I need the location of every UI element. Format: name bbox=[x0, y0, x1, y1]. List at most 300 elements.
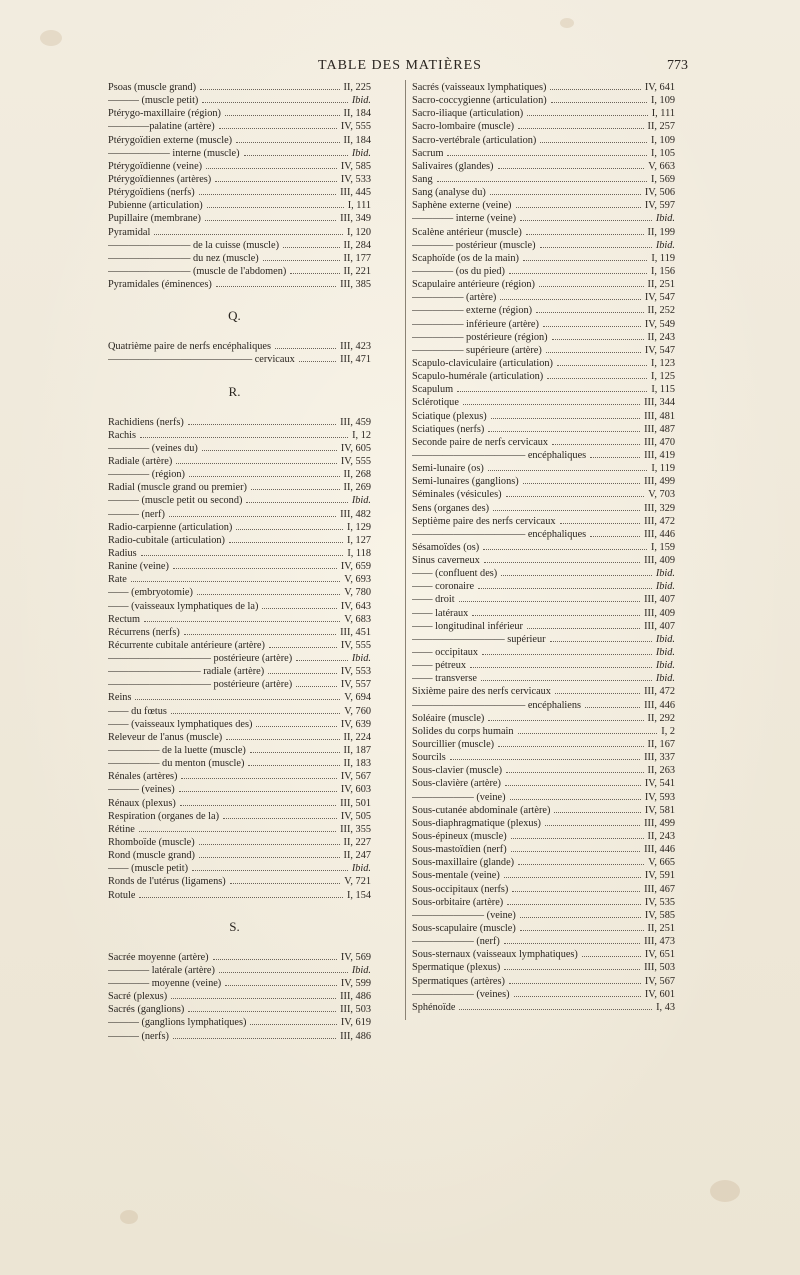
entry-term: Radiale (artère) bbox=[108, 455, 173, 467]
dot-leader bbox=[585, 707, 640, 708]
entry-page-reference: III, 499 bbox=[644, 476, 675, 488]
entry-page-reference: III, 503 bbox=[340, 1004, 371, 1016]
dot-leader bbox=[144, 621, 340, 622]
section-letter: Q. bbox=[228, 308, 241, 324]
dot-leader bbox=[488, 470, 648, 471]
dot-leader bbox=[184, 634, 336, 635]
index-entry bbox=[108, 1030, 371, 1043]
dot-leader bbox=[173, 1038, 336, 1039]
dot-leader bbox=[488, 720, 643, 721]
index-entry bbox=[412, 975, 675, 988]
dot-leader bbox=[478, 588, 652, 589]
entry-term: Pubienne (articulation) bbox=[108, 200, 203, 212]
index-entry bbox=[412, 580, 675, 593]
entry-page-reference: I, 43 bbox=[656, 1001, 675, 1013]
dot-leader bbox=[199, 194, 336, 195]
entry-term: Sous-clavier (muscle) bbox=[412, 765, 503, 777]
entry-page-reference: IV, 505 bbox=[340, 810, 371, 822]
entry-page-reference: II, 184 bbox=[343, 108, 371, 120]
dot-leader bbox=[139, 831, 336, 832]
entry-page-reference: III, 446 bbox=[644, 699, 675, 711]
index-entry bbox=[108, 951, 371, 964]
index-entry bbox=[412, 212, 675, 225]
entry-term: ————— (artère) bbox=[412, 292, 497, 304]
index-entry bbox=[108, 705, 371, 718]
entry-term: ——————— (veine) bbox=[412, 909, 516, 921]
entry-page-reference: III, 409 bbox=[644, 607, 675, 619]
index-entry bbox=[412, 948, 675, 961]
dot-leader bbox=[482, 654, 652, 655]
entry-term: —— (confluent des) bbox=[412, 568, 498, 580]
entry-term: Radio-cubitale (articulation) bbox=[108, 534, 225, 546]
entry-term: —— coronaire bbox=[412, 581, 475, 593]
entry-term: Septième paire des nerfs cervicaux bbox=[412, 515, 556, 527]
entry-term: ———— (région) bbox=[108, 469, 185, 481]
dot-leader bbox=[248, 765, 339, 766]
column-divider bbox=[405, 80, 406, 1020]
dot-leader bbox=[539, 286, 644, 287]
index-entry bbox=[108, 199, 371, 212]
index-entry bbox=[108, 718, 371, 731]
entry-term: Récurrens (nerfs) bbox=[108, 626, 180, 638]
entry-term: Rachidiens (nerfs) bbox=[108, 416, 184, 428]
entry-page-reference: I, 119 bbox=[651, 463, 675, 475]
entry-term: Seconde paire de nerfs cervicaux bbox=[412, 436, 549, 448]
entry-page-reference: II, 251 bbox=[647, 923, 675, 934]
entry-term: Sous-scapulaire (muscle) bbox=[412, 923, 516, 934]
index-entry bbox=[108, 81, 371, 94]
dot-leader bbox=[250, 1024, 336, 1025]
entry-page-reference: I, 105 bbox=[650, 147, 675, 159]
entry-page-reference: V, 760 bbox=[344, 705, 371, 717]
dot-leader bbox=[236, 529, 343, 530]
entry-page-reference: III, 481 bbox=[644, 410, 675, 422]
entry-page-reference: I, 569 bbox=[650, 173, 675, 185]
index-entry bbox=[108, 353, 371, 366]
dot-leader bbox=[219, 972, 348, 973]
dot-leader bbox=[226, 739, 339, 740]
index-entry bbox=[108, 810, 371, 823]
entry-page-reference: II, 257 bbox=[647, 121, 675, 133]
entry-page-reference: II, 187 bbox=[343, 745, 371, 757]
index-entry bbox=[412, 869, 675, 882]
entry-page-reference: IV, 557 bbox=[340, 679, 371, 691]
dot-leader bbox=[582, 956, 641, 957]
entry-term: ——— (muscle petit ou second) bbox=[108, 495, 243, 507]
index-entry bbox=[412, 777, 675, 790]
index-entry bbox=[108, 964, 371, 977]
dot-leader bbox=[498, 168, 645, 169]
dot-leader bbox=[192, 870, 348, 871]
dot-leader bbox=[179, 791, 337, 792]
entry-page-reference: IV, 601 bbox=[644, 988, 675, 1000]
dot-leader bbox=[225, 985, 337, 986]
index-entry bbox=[412, 725, 675, 738]
entry-page-reference: V, 693 bbox=[344, 574, 371, 586]
dot-leader bbox=[251, 489, 340, 490]
index-entry bbox=[108, 586, 371, 599]
entry-page-reference: V, 665 bbox=[648, 857, 675, 869]
index-entry bbox=[108, 278, 371, 291]
entry-page-reference: IV, 541 bbox=[644, 778, 675, 790]
dot-leader bbox=[131, 581, 340, 582]
dot-leader bbox=[188, 424, 336, 425]
entry-term: —— transverse bbox=[412, 673, 477, 685]
dot-leader bbox=[206, 168, 337, 169]
entry-term: Sciatiques (nerfs) bbox=[412, 423, 485, 435]
entry-page-reference: IV, 567 bbox=[644, 975, 675, 987]
entry-page-reference: III, 467 bbox=[644, 883, 675, 895]
index-entry bbox=[108, 836, 371, 849]
index-entry bbox=[412, 475, 675, 488]
dot-leader bbox=[246, 502, 347, 503]
entry-page-reference: III, 337 bbox=[644, 752, 675, 764]
paper-stain bbox=[710, 1180, 740, 1202]
index-entry bbox=[108, 508, 371, 521]
entry-page-reference: Ibid. bbox=[655, 660, 675, 672]
entry-page-reference: III, 451 bbox=[340, 626, 371, 638]
index-entry bbox=[412, 120, 675, 133]
dot-leader bbox=[501, 575, 652, 576]
dot-leader bbox=[550, 89, 640, 90]
index-entry bbox=[412, 370, 675, 383]
index-entry bbox=[412, 554, 675, 567]
page-number: 773 bbox=[667, 58, 688, 73]
index-entry bbox=[108, 731, 371, 744]
entry-term: Soléaire (muscle) bbox=[412, 712, 485, 724]
entry-page-reference: IV, 605 bbox=[340, 442, 371, 454]
entry-term: ————— externe (région) bbox=[412, 305, 533, 317]
dot-leader bbox=[269, 647, 337, 648]
entry-page-reference: V, 780 bbox=[344, 587, 371, 599]
entry-page-reference: V, 703 bbox=[648, 489, 675, 501]
dot-leader bbox=[518, 128, 643, 129]
entry-term: ——— (veines) bbox=[108, 784, 175, 796]
entry-term: Sang (analyse du) bbox=[412, 187, 486, 199]
dot-leader bbox=[536, 312, 643, 313]
index-entry bbox=[108, 429, 371, 442]
entry-term: ————— supérieure (artère) bbox=[412, 344, 542, 356]
entry-term: Pyramidal bbox=[108, 226, 151, 238]
dot-leader bbox=[500, 299, 641, 300]
dot-leader bbox=[555, 693, 640, 694]
index-entry bbox=[108, 120, 371, 133]
entry-term: —— pétreux bbox=[412, 660, 467, 672]
dot-leader bbox=[263, 260, 340, 261]
dot-leader bbox=[199, 857, 340, 858]
dot-leader bbox=[169, 516, 336, 517]
dot-leader bbox=[459, 1009, 652, 1010]
entry-term: Sésamoïdes (os) bbox=[412, 541, 480, 553]
entry-page-reference: III, 472 bbox=[644, 686, 675, 698]
dot-leader bbox=[296, 686, 337, 687]
entry-term: Sinus caverneux bbox=[412, 555, 480, 567]
dot-leader bbox=[506, 496, 645, 497]
entry-term: Sacro-lombaire (muscle) bbox=[412, 121, 515, 133]
entry-page-reference: III, 446 bbox=[644, 528, 675, 540]
dot-leader bbox=[140, 437, 348, 438]
dot-leader bbox=[135, 699, 340, 700]
index-entry bbox=[108, 849, 371, 862]
entry-page-reference: Ibid. bbox=[655, 647, 675, 659]
entry-page-reference: II, 263 bbox=[647, 765, 675, 777]
entry-term: ————— du menton (muscle) bbox=[108, 758, 245, 770]
entry-page-reference: IV, 549 bbox=[644, 318, 675, 330]
entry-term: ———— (os du pied) bbox=[412, 265, 505, 277]
entry-term: ———————— (muscle de l'abdomen) bbox=[108, 265, 287, 277]
entry-page-reference: II, 269 bbox=[343, 482, 371, 494]
dot-leader bbox=[483, 549, 647, 550]
entry-page-reference: I, 115 bbox=[651, 384, 675, 396]
dot-leader bbox=[236, 142, 339, 143]
dot-leader bbox=[543, 326, 641, 327]
dot-leader bbox=[551, 102, 647, 103]
entry-term: ———— postérieur (muscle) bbox=[412, 239, 536, 251]
index-entry bbox=[108, 468, 371, 481]
dot-leader bbox=[505, 785, 641, 786]
entry-term: Pupillaire (membrane) bbox=[108, 213, 201, 225]
entry-page-reference: II, 221 bbox=[343, 265, 371, 277]
entry-term: ———— interne (veine) bbox=[412, 213, 517, 225]
entry-page-reference: III, 407 bbox=[644, 594, 675, 606]
index-entry bbox=[108, 212, 371, 225]
entry-term: ——————————— encéphaliens bbox=[412, 699, 582, 711]
entry-page-reference: III, 344 bbox=[644, 397, 675, 409]
dot-leader bbox=[510, 799, 641, 800]
index-entry bbox=[108, 494, 371, 507]
entry-page-reference: IV, 619 bbox=[340, 1017, 371, 1029]
dot-leader bbox=[250, 752, 340, 753]
entry-page-reference: I, 118 bbox=[347, 547, 371, 559]
index-entry bbox=[412, 291, 675, 304]
index-entry bbox=[108, 1016, 371, 1029]
index-entry bbox=[412, 265, 675, 278]
index-column-right bbox=[412, 81, 675, 1014]
entry-term: Rhomboïde (muscle) bbox=[108, 837, 195, 849]
index-entry bbox=[108, 783, 371, 796]
index-entry bbox=[412, 751, 675, 764]
entry-term: Scapulo-humérale (articulation) bbox=[412, 371, 544, 383]
dot-leader bbox=[139, 897, 343, 898]
entry-term: —————————— postérieure (artère) bbox=[108, 653, 293, 665]
index-entry bbox=[412, 488, 675, 501]
entry-term: Salivaires (glandes) bbox=[412, 160, 494, 172]
index-entry bbox=[412, 738, 675, 751]
index-entry bbox=[108, 186, 371, 199]
entry-page-reference: III, 355 bbox=[340, 823, 371, 835]
entry-page-reference: I, 159 bbox=[650, 541, 675, 553]
entry-term: Sclérotique bbox=[412, 397, 459, 409]
index-entry bbox=[412, 909, 675, 922]
index-entry bbox=[108, 534, 371, 547]
entry-term: Quatrième paire de nerfs encéphaliques bbox=[108, 341, 271, 353]
entry-page-reference: IV, 567 bbox=[340, 771, 371, 783]
entry-term: ———— (veines du) bbox=[108, 442, 198, 454]
entry-term: Récurrente cubitale antérieure (artère) bbox=[108, 639, 265, 651]
entry-page-reference: IV, 599 bbox=[340, 978, 371, 990]
index-entry bbox=[412, 160, 675, 173]
dot-leader bbox=[520, 220, 652, 221]
dot-leader bbox=[546, 352, 641, 353]
index-entry bbox=[108, 107, 371, 120]
entry-page-reference: Ibid. bbox=[655, 213, 675, 225]
index-entry bbox=[412, 883, 675, 896]
entry-term: Sous-maxillaire (glande) bbox=[412, 857, 515, 869]
entry-term: Releveur de l'anus (muscle) bbox=[108, 731, 223, 743]
entry-page-reference: IV, 591 bbox=[644, 870, 675, 882]
entry-page-reference: Ibid. bbox=[351, 95, 371, 107]
entry-term: Sous-orbitaire (artère) bbox=[412, 896, 504, 908]
entry-term: Sacrum bbox=[412, 147, 444, 159]
entry-term: —— (vaisseaux lymphatiques des) bbox=[108, 718, 253, 730]
dot-leader bbox=[256, 726, 336, 727]
dot-leader bbox=[216, 286, 336, 287]
dot-leader bbox=[540, 142, 647, 143]
entry-term: —————— interne (muscle) bbox=[108, 147, 240, 159]
index-column-left bbox=[108, 81, 371, 1043]
dot-leader bbox=[223, 818, 337, 819]
entry-term: Reins bbox=[108, 692, 132, 704]
index-entry bbox=[108, 875, 371, 888]
entry-page-reference: IV, 506 bbox=[644, 187, 675, 199]
index-entry bbox=[108, 639, 371, 652]
index-entry bbox=[412, 699, 675, 712]
entry-term: —————— (veines) bbox=[412, 988, 510, 1000]
dot-leader bbox=[457, 391, 647, 392]
dot-leader bbox=[506, 772, 643, 773]
dot-leader bbox=[437, 181, 647, 182]
index-entry bbox=[108, 889, 371, 902]
index-entry bbox=[412, 712, 675, 725]
dot-leader bbox=[504, 943, 640, 944]
index-entry bbox=[412, 659, 675, 672]
entry-term: Ranine (veine) bbox=[108, 561, 169, 573]
entry-page-reference: II, 251 bbox=[647, 279, 675, 291]
index-entry bbox=[412, 988, 675, 1001]
index-entry bbox=[108, 678, 371, 691]
entry-page-reference: Ibid. bbox=[655, 581, 675, 593]
index-entry bbox=[108, 147, 371, 160]
entry-page-reference: IV, 555 bbox=[340, 121, 371, 133]
entry-term: Radio-carpienne (articulation) bbox=[108, 521, 233, 533]
entry-term: Sous-sternaux (vaisseaux lymphatiques) bbox=[412, 949, 578, 961]
dot-leader bbox=[523, 483, 640, 484]
entry-term: Scapulaire antérieure (région) bbox=[412, 279, 535, 291]
dot-leader bbox=[514, 996, 641, 997]
dot-leader bbox=[176, 463, 337, 464]
entry-page-reference: V, 694 bbox=[344, 692, 371, 704]
index-entry bbox=[412, 646, 675, 659]
index-entry bbox=[412, 961, 675, 974]
entry-page-reference: IV, 639 bbox=[340, 718, 371, 730]
index-entry bbox=[108, 744, 371, 757]
entry-page-reference: I, 127 bbox=[346, 534, 371, 546]
index-entry bbox=[412, 357, 675, 370]
entry-term: Sacrés (ganglions) bbox=[108, 1004, 185, 1016]
entry-term: —— (muscle petit) bbox=[108, 863, 189, 875]
dot-leader bbox=[202, 102, 347, 103]
entry-term: —— latéraux bbox=[412, 607, 469, 619]
entry-page-reference: I, 156 bbox=[650, 265, 675, 277]
dot-leader bbox=[188, 1011, 336, 1012]
entry-page-reference: IV, 555 bbox=[340, 455, 371, 467]
entry-page-reference: III, 445 bbox=[340, 187, 371, 199]
dot-leader bbox=[215, 181, 337, 182]
index-entry bbox=[108, 134, 371, 147]
entry-term: Scapulum bbox=[412, 384, 454, 396]
dot-leader bbox=[554, 812, 640, 813]
dot-leader bbox=[262, 608, 336, 609]
index-entry bbox=[412, 830, 675, 843]
entry-term: Rénales (artères) bbox=[108, 771, 178, 783]
entry-page-reference: I, 119 bbox=[651, 252, 675, 264]
entry-term: Sous-cutanée abdominale (artère) bbox=[412, 804, 551, 816]
dot-leader bbox=[511, 838, 644, 839]
entry-page-reference: III, 499 bbox=[644, 817, 675, 829]
index-entry bbox=[108, 239, 371, 252]
dot-leader bbox=[520, 917, 641, 918]
entry-term: Rond (muscle grand) bbox=[108, 850, 195, 862]
index-entry bbox=[412, 344, 675, 357]
entry-term: Semi-lunaires (ganglions) bbox=[412, 476, 519, 488]
dot-leader bbox=[484, 562, 640, 563]
entry-term: Rachis bbox=[108, 429, 137, 441]
dot-leader bbox=[518, 733, 658, 734]
entry-term: —— (vaisseaux lymphatiques de la) bbox=[108, 600, 259, 612]
entry-page-reference: I, 154 bbox=[346, 889, 371, 901]
index-entry bbox=[412, 764, 675, 777]
entry-page-reference: I, 111 bbox=[347, 200, 371, 212]
index-entry bbox=[412, 226, 675, 239]
entry-page-reference: II, 243 bbox=[647, 331, 675, 343]
entry-page-reference: Ibid. bbox=[655, 633, 675, 645]
entry-term: ————— postérieure (région) bbox=[412, 331, 548, 343]
page-title: TABLE DES MATIÈRES bbox=[318, 58, 482, 73]
dot-leader bbox=[299, 361, 336, 362]
entry-term: Rectum bbox=[108, 613, 141, 625]
entry-page-reference: II, 167 bbox=[647, 739, 675, 751]
entry-term: —— occipitaux bbox=[412, 647, 479, 659]
dot-leader bbox=[527, 628, 640, 629]
dot-leader bbox=[296, 660, 348, 661]
entry-page-reference: III, 487 bbox=[644, 423, 675, 435]
dot-leader bbox=[512, 891, 640, 892]
entry-page-reference: Ibid. bbox=[351, 147, 371, 159]
entry-page-reference: III, 470 bbox=[644, 436, 675, 448]
entry-page-reference: IV, 547 bbox=[644, 344, 675, 356]
entry-term: —————— (nerf) bbox=[412, 936, 500, 948]
index-entry bbox=[412, 410, 675, 423]
index-entry bbox=[412, 173, 675, 186]
entry-page-reference: III, 482 bbox=[340, 508, 371, 520]
entry-page-reference: IV, 585 bbox=[340, 160, 371, 172]
entry-term: Sphénoïde bbox=[412, 1001, 456, 1013]
index-entry bbox=[412, 567, 675, 580]
dot-leader bbox=[550, 641, 652, 642]
entry-term: —————————— postérieure (artère) bbox=[108, 679, 293, 691]
index-entry bbox=[412, 502, 675, 515]
entry-page-reference: III, 409 bbox=[644, 555, 675, 567]
entry-term: Spermatiques (artères) bbox=[412, 975, 505, 987]
entry-term: Séminales (vésicules) bbox=[412, 489, 502, 501]
index-entry bbox=[412, 94, 675, 107]
index-entry bbox=[108, 521, 371, 534]
dot-leader bbox=[470, 667, 652, 668]
entry-page-reference: II, 284 bbox=[343, 239, 371, 251]
entry-page-reference: I, 109 bbox=[650, 95, 675, 107]
entry-page-reference: IV, 553 bbox=[340, 666, 371, 678]
entry-page-reference: IV, 641 bbox=[644, 82, 675, 93]
